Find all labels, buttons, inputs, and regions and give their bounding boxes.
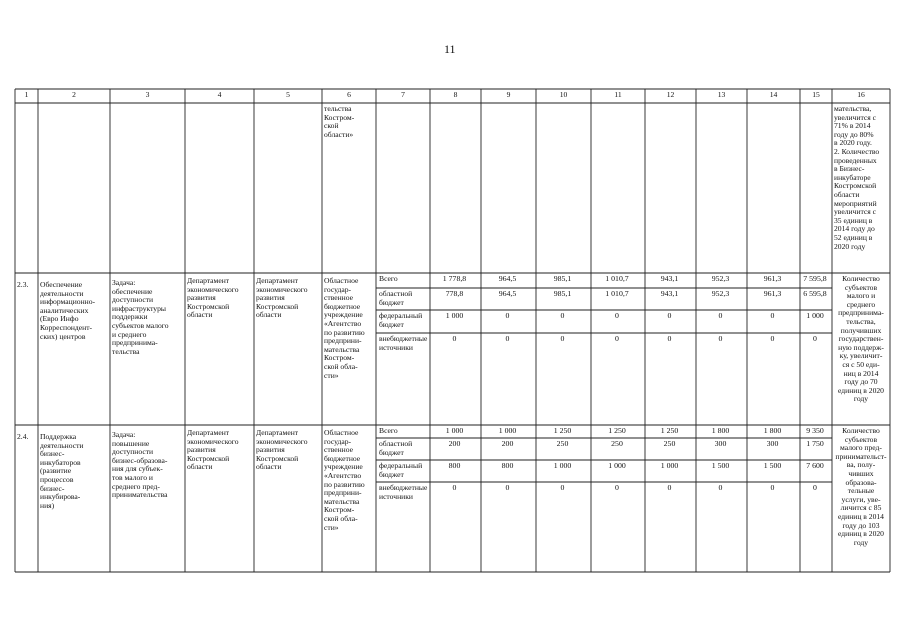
r23-value-2-1: 0 (505, 311, 510, 320)
r24-value-1-3: 250 (611, 439, 623, 448)
r23-value-3-3: 0 (615, 334, 619, 343)
r24-value-3-2: 0 (560, 483, 565, 492)
r23-value-0-2: 985,1 (553, 274, 572, 283)
r23-value-2-4: 0 (667, 311, 672, 320)
r24-value-1-0: 200 (448, 439, 461, 448)
header-col-16: 16 (857, 90, 865, 99)
cont-indicator-text: мательства, увеличится с 71% в 2014 году до 80% в 2020 году. 2. Количество проведенных в Бизнес- инкубаторе Костромской области мероприятий увеличится с 35 единиц в 2014 году до 52 единиц в 2020 году (834, 104, 880, 251)
header-col-4: 4 (217, 90, 222, 99)
r24-coexecutor: Департамент экономического развития Костромской области (256, 428, 308, 472)
r24-value-1-7: 1 750 (806, 439, 824, 448)
header-col-11: 11 (614, 90, 622, 99)
r23-value-0-1: 964,5 (498, 274, 517, 283)
r24-value-2-7: 7 600 (806, 461, 824, 470)
r23-event-name: Обеспечение деятельности информационно- аналитических (Евро Инфо Корреспондент- ских) центров (40, 280, 96, 341)
r24-value-1-1: 200 (501, 439, 514, 448)
header-col-5: 5 (286, 90, 290, 99)
r23-indicator: Количество субъектов малого и среднего предпринима- тельства, получивших государствен- ную поддерж- ку, увеличит- ся с 50 еди- ниц в 2014 году до 70 единиц в 2020 году (838, 274, 884, 404)
r24-value-0-0: 1 000 (445, 426, 464, 435)
r23-task: Задача: обеспечение доступности инфраструктуры поддержки субъектов малого и среднего предпринима- тельства (112, 278, 169, 356)
r24-value-2-1: 800 (501, 461, 514, 470)
r24-value-0-7: 9 350 (806, 426, 824, 435)
r24-value-0-3: 1 250 (608, 426, 626, 435)
r24-participant: Областное государ- ственное бюджетное учреждение «Агентство по развитию предприни- мательства Костром- ской обла- сти» (324, 428, 365, 532)
header-col-10: 10 (559, 90, 568, 99)
r24-value-1-4: 250 (663, 439, 676, 448)
header-col-9: 9 (506, 90, 511, 99)
header-col-3: 3 (145, 90, 150, 99)
header-col-6: 6 (347, 90, 351, 99)
header-col-12: 12 (666, 90, 675, 99)
r24-number: 2.4. (17, 432, 29, 441)
r23-value-1-4: 943,1 (660, 289, 679, 298)
r23-value-2-5: 0 (718, 311, 723, 320)
r23-value-2-7: 1 000 (806, 311, 824, 320)
r24-value-3-7: 0 (813, 483, 817, 492)
header-col-1: 1 (24, 90, 29, 99)
header-col-14: 14 (769, 90, 778, 99)
header-col-7: 7 (401, 90, 405, 99)
r23-source-1: областной бюджет (379, 289, 413, 307)
r23-source-3: внебюджетные источники (379, 334, 428, 352)
r24-value-3-6: 0 (770, 483, 775, 492)
r23-value-3-5: 0 (718, 334, 723, 343)
r23-value-0-3: 1 010,7 (605, 274, 629, 283)
r23-value-1-7: 6 595,8 (803, 289, 827, 298)
r23-value-1-5: 952,3 (711, 289, 730, 298)
page-number: 11 (444, 42, 456, 56)
r23-coexecutor: Департамент экономического развития Костромской области (256, 276, 308, 320)
r24-value-3-0: 0 (452, 483, 457, 492)
r23-responsible: Департамент экономического развития Костромской области (187, 276, 239, 320)
header-col-2: 2 (72, 90, 76, 99)
r24-value-3-5: 0 (718, 483, 723, 492)
r23-value-0-0: 1 778,8 (442, 274, 467, 283)
r23-value-1-6: 961,3 (763, 289, 782, 298)
r23-value-1-3: 1 010,7 (605, 289, 629, 298)
r24-value-2-4: 1 000 (660, 461, 679, 470)
r24-task: Задача: повышение доступности бизнес-образова- ния для субъек- тов малого и среднего пред- принимательства (112, 430, 168, 500)
r23-value-0-4: 943,1 (660, 274, 679, 283)
r24-value-3-1: 0 (505, 483, 510, 492)
r23-value-3-2: 0 (560, 334, 565, 343)
r24-value-0-4: 1 250 (660, 426, 679, 435)
r23-value-0-7: 7 595,8 (803, 274, 827, 283)
r23-number: 2.3. (17, 280, 29, 289)
r23-value-2-0: 1 000 (445, 311, 464, 320)
r23-value-3-1: 0 (505, 334, 510, 343)
r24-source-2: федеральный бюджет (379, 461, 423, 479)
r24-value-2-2: 1 000 (553, 461, 572, 470)
r24-indicator: Количество субъектов малого пред- принимательст- ва, полу- чивших образова- тельные услуги, уве- личится с 85 единиц в 2014 году до 103 единиц в 2020 году (835, 426, 887, 547)
r24-value-0-1: 1 000 (498, 426, 517, 435)
r24-value-1-6: 300 (766, 439, 779, 448)
r23-value-3-0: 0 (452, 334, 457, 343)
r24-source-0: Всего (379, 426, 398, 435)
r23-value-3-6: 0 (770, 334, 775, 343)
r24-value-2-0: 800 (448, 461, 461, 470)
r23-value-3-7: 0 (813, 334, 817, 343)
r24-value-2-3: 1 000 (608, 461, 626, 470)
r23-source-2: федеральный бюджет (379, 311, 423, 329)
r24-value-2-5: 1 500 (711, 461, 730, 470)
r23-source-0: Всего (379, 274, 398, 283)
r23-value-2-3: 0 (615, 311, 619, 320)
r24-source-1: областной бюджет (379, 439, 413, 457)
r24-value-0-2: 1 250 (553, 426, 572, 435)
r23-value-1-2: 985,1 (553, 289, 572, 298)
r24-value-1-5: 300 (714, 439, 727, 448)
r24-value-0-5: 1 800 (711, 426, 730, 435)
r23-value-2-2: 0 (560, 311, 565, 320)
r24-responsible: Департамент экономического развития Костромской области (187, 428, 239, 472)
r24-value-3-4: 0 (667, 483, 672, 492)
r23-value-1-0: 778,8 (445, 289, 464, 298)
cont-executor-text: тельства Костром- ской области» (324, 104, 355, 139)
r24-value-1-2: 250 (556, 439, 569, 448)
header-col-8: 8 (453, 90, 458, 99)
r23-value-3-4: 0 (667, 334, 672, 343)
r23-value-1-1: 964,5 (498, 289, 517, 298)
r23-value-0-6: 961,3 (763, 274, 782, 283)
r24-value-2-6: 1 500 (763, 461, 782, 470)
r24-source-3: внебюджетные источники (379, 483, 428, 501)
r24-value-3-3: 0 (615, 483, 619, 492)
r23-participant: Областное государ- ственное бюджетное учреждение «Агентство по развитию предприни- мательства Костром- ской обла- сти» (324, 276, 365, 380)
r24-event-name: Поддержка деятельности бизнес- инкубаторов (развитие процессов бизнес- инкубирова- ния) (40, 432, 84, 510)
header-col-15: 15 (812, 90, 820, 99)
header-col-13: 13 (717, 90, 726, 99)
r23-value-0-5: 952,3 (711, 274, 730, 283)
r23-value-2-6: 0 (770, 311, 775, 320)
r24-value-0-6: 1 800 (763, 426, 782, 435)
